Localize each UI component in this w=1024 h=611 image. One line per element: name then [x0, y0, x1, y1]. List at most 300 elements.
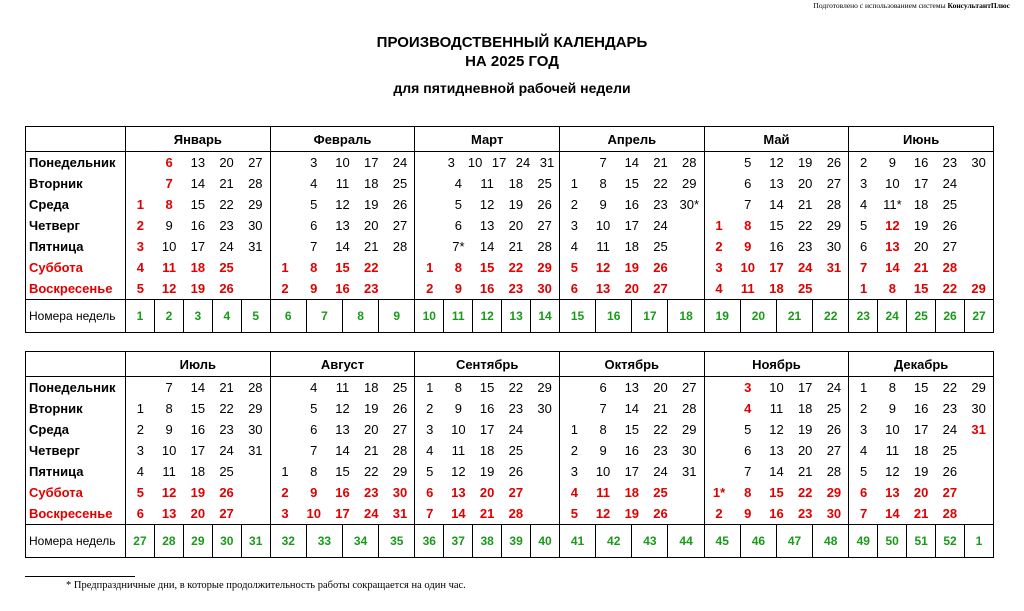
calendar-day: 17	[190, 239, 206, 254]
calendar-day: 26	[653, 260, 668, 275]
month-days	[704, 482, 849, 503]
calendar-day: 7	[310, 239, 318, 254]
month-days	[270, 440, 415, 461]
calendar-day: 6	[860, 239, 868, 254]
calendar-day: 31	[248, 239, 263, 254]
month-days	[415, 194, 560, 215]
calendar-day	[271, 197, 300, 212]
calendar-day: 17	[913, 176, 929, 191]
calendar-day	[705, 443, 734, 458]
calendar-day: 30	[392, 485, 408, 500]
month-days	[704, 152, 849, 174]
calendar-day: 4	[136, 260, 144, 275]
calendar-day: 15	[335, 260, 350, 275]
month-days	[270, 215, 415, 236]
calendar-day: 13	[624, 380, 640, 395]
calendar-day: 4	[570, 485, 578, 500]
calendar-day: 5	[310, 197, 318, 212]
month-days	[849, 278, 994, 300]
month-days	[559, 173, 704, 194]
calendar-day: 24	[363, 506, 379, 521]
calendar-day: 6	[570, 281, 578, 296]
week-number: 14	[530, 300, 559, 332]
month-days	[126, 419, 271, 440]
month-days	[849, 482, 994, 503]
month-days	[849, 461, 994, 482]
calendar-day: 27	[248, 155, 263, 170]
month-days	[559, 461, 704, 482]
calendar-day: 20	[363, 218, 379, 233]
week-number: 22	[812, 300, 848, 332]
calendar-day: 22	[508, 260, 524, 275]
calendar-day: 11	[480, 176, 494, 191]
calendar-day: 1	[570, 176, 578, 191]
calendar-day: 26	[942, 464, 958, 479]
calendar-day	[560, 380, 589, 395]
calendar-day: 2	[570, 197, 578, 212]
calendar-day: 22	[942, 380, 958, 395]
calendar-day: 30	[248, 218, 263, 233]
calendar-day: 28	[392, 239, 408, 254]
calendar-day: 7	[860, 506, 868, 521]
calendar-day: 6	[860, 485, 868, 500]
calendar-day: 8	[599, 422, 607, 437]
month-days	[415, 152, 560, 174]
month-days	[270, 194, 415, 215]
calendar-day: 24	[653, 464, 668, 479]
calendar-day: 17	[797, 380, 813, 395]
calendar-day	[241, 506, 270, 521]
calendar-day	[126, 380, 155, 395]
calendar-day: 25	[942, 197, 958, 212]
calendar-day: 21	[913, 506, 929, 521]
calendar-day: 29	[248, 197, 263, 212]
day-name: Суббота	[26, 257, 126, 278]
week-number: 31	[241, 525, 270, 557]
calendar-day	[530, 506, 559, 521]
calendar-day: 12	[885, 464, 900, 479]
calendar-day: 24	[797, 260, 813, 275]
calendar-day	[675, 506, 704, 521]
calendar-day: 18	[363, 176, 379, 191]
calendar-day: 19	[190, 281, 206, 296]
calendar-day: 20	[913, 485, 929, 500]
calendar-day	[271, 155, 300, 170]
month-days	[270, 257, 415, 278]
calendar-day	[386, 281, 415, 296]
week-number: 15	[570, 309, 585, 323]
calendar-day: 17	[624, 464, 640, 479]
calendar-day: 19	[624, 506, 640, 521]
calendar-day: 30	[826, 506, 842, 521]
calendar-day: 19	[363, 197, 379, 212]
week-numbers	[270, 525, 415, 558]
calendar-day: 25	[537, 176, 552, 191]
calendar-day: 17	[479, 422, 495, 437]
week-numbers	[849, 525, 994, 558]
calendar-day	[964, 197, 993, 212]
month-days	[126, 482, 271, 503]
month-days	[270, 236, 415, 257]
calendar-day: 4	[136, 464, 144, 479]
calendar-day: 3	[310, 155, 318, 170]
calendar-day: 20	[190, 506, 206, 521]
calendar-day: 15	[479, 260, 495, 275]
week-numbers	[849, 300, 994, 333]
calendar-day	[964, 506, 993, 521]
day-name: Четверг	[26, 215, 126, 236]
calendar-day: 19	[479, 464, 495, 479]
calendar-day: 31	[392, 506, 408, 521]
calendar-day: 23	[942, 401, 958, 416]
calendar-day	[675, 239, 704, 254]
week-number: 40	[530, 525, 559, 557]
calendar-day: 25	[508, 443, 524, 458]
week-numbers	[270, 300, 415, 333]
week-number: 25	[906, 300, 935, 332]
calendar-day: 30	[682, 443, 697, 458]
calendar-day: 25	[653, 485, 668, 500]
month-days	[126, 461, 271, 482]
month-days	[559, 215, 704, 236]
calendar-day: 5	[426, 464, 434, 479]
calendar-day: 10	[335, 155, 350, 170]
calendar-day: 8	[888, 380, 897, 395]
calendar-day: 31	[826, 260, 842, 275]
day-name: Среда	[26, 419, 126, 440]
calendar-day: 22	[363, 464, 379, 479]
calendar-day: 27	[508, 485, 524, 500]
week-numbers	[559, 525, 704, 558]
calendar-day: 1	[136, 401, 144, 416]
month-name: Декабрь	[849, 352, 994, 377]
month-name: Июнь	[849, 127, 994, 152]
calendar-day: 12	[451, 464, 466, 479]
calendar-day: 11	[769, 401, 784, 416]
calendar-day: 8	[165, 401, 173, 416]
month-days	[270, 377, 415, 399]
calendar-day: 10	[161, 239, 177, 254]
calendar-day: 21	[913, 260, 929, 275]
calendar-day: 6	[744, 176, 752, 191]
calendar-day: 27	[392, 218, 408, 233]
week-number: 38	[472, 525, 501, 557]
calendar-day: 12	[335, 197, 350, 212]
calendar-day: 10	[451, 422, 466, 437]
calendar-day: 2	[281, 281, 289, 296]
calendar-day	[530, 485, 559, 500]
week-number: 1	[964, 525, 993, 557]
weeks-label: Номера недель	[26, 525, 126, 558]
calendar-day: 23	[942, 155, 958, 170]
calendar-day: 12	[595, 506, 611, 521]
calendar-day	[241, 464, 270, 479]
calendar-day	[705, 422, 734, 437]
calendar-day: 25	[942, 443, 958, 458]
calendar-day: 10	[885, 176, 900, 191]
month-days	[704, 398, 849, 419]
calendar-day: 30	[826, 239, 842, 254]
month-days	[849, 152, 994, 174]
calendar-day	[530, 464, 559, 479]
calendar-day: 26	[826, 422, 842, 437]
week-number: 37	[443, 525, 472, 557]
calendar-day: 17	[624, 218, 640, 233]
calendar-day: 25	[219, 464, 234, 479]
week-number: 45	[715, 534, 729, 548]
calendar-day: 26	[392, 197, 408, 212]
calendar-day: 8	[165, 197, 173, 212]
calendar-day: 7	[599, 155, 607, 170]
calendar-day: 31	[248, 443, 263, 458]
week-number: 20	[740, 300, 776, 332]
month-days	[559, 257, 704, 278]
calendar-day: 26	[219, 485, 234, 500]
calendar-day: 24	[942, 176, 958, 191]
calendar-day: 5	[570, 260, 578, 275]
calendar-day: 28	[942, 506, 958, 521]
calendar-day: 1	[426, 380, 434, 395]
calendar-day: 8	[310, 260, 318, 275]
calendar-day	[271, 443, 300, 458]
calendar-day: 10	[595, 218, 611, 233]
calendar-day: 29	[826, 485, 842, 500]
week-number: 50	[877, 525, 906, 557]
week-number: 8	[342, 300, 378, 332]
calendar-day: 8	[310, 464, 318, 479]
calendar-day: 15	[769, 485, 784, 500]
calendar-day: 13	[451, 485, 466, 500]
calendar-day	[560, 155, 589, 170]
day-name: Четверг	[26, 440, 126, 461]
calendar-day: 9	[454, 281, 463, 296]
calendar-day	[964, 239, 993, 254]
calendar-day: 6	[136, 506, 144, 521]
calendar-day: 3	[281, 506, 289, 521]
calendar-day: 15	[190, 197, 206, 212]
calendar-day: 18	[624, 485, 640, 500]
month-days	[559, 503, 704, 525]
calendar-day: 22	[219, 197, 234, 212]
calendar-day: 21	[653, 155, 668, 170]
calendar-day: 28	[682, 155, 697, 170]
calendar-day: 3	[715, 260, 723, 275]
calendar-day: 22	[797, 218, 813, 233]
calendar-day: 31	[539, 155, 555, 170]
calendar-day: 25	[392, 176, 408, 191]
calendar-day: 28	[826, 197, 842, 212]
calendar-day	[415, 155, 439, 170]
calendar-day: 4	[744, 401, 752, 416]
calendar-day: 3	[860, 176, 868, 191]
calendar-day: 8	[454, 260, 463, 275]
month-days	[415, 440, 560, 461]
month-days	[126, 152, 271, 174]
week-numbers	[704, 525, 849, 558]
month-days	[559, 194, 704, 215]
month-days	[270, 278, 415, 300]
calendar-day: 4	[310, 380, 318, 395]
calendar-day: 15	[190, 401, 206, 416]
calendar-day: 2	[860, 401, 868, 416]
week-numbers	[704, 300, 849, 333]
calendar-day	[675, 260, 704, 275]
calendar-day: 29	[392, 464, 408, 479]
calendar-day: 2	[281, 485, 289, 500]
calendar-day: 23	[219, 218, 234, 233]
calendar-day: 3	[136, 239, 144, 254]
weeks-label: Номера недель	[26, 300, 126, 333]
calendar-day: 8	[888, 281, 897, 296]
calendar-day: 29	[826, 218, 842, 233]
calendar-day: 6	[165, 155, 173, 170]
month-name: Октябрь	[559, 352, 704, 377]
calendar-day: 14	[769, 464, 784, 479]
month-days	[849, 215, 994, 236]
calendar-day	[705, 401, 734, 416]
calendar-day: 14	[885, 260, 900, 275]
month-days	[415, 257, 560, 278]
calendar-day: 23	[363, 485, 379, 500]
calendar-day: 13	[335, 422, 350, 437]
calendar-day: 20	[479, 485, 495, 500]
month-name: Август	[270, 352, 415, 377]
week-number: 12	[472, 300, 501, 332]
week-number: 33	[306, 525, 342, 557]
week-number: 26	[935, 300, 964, 332]
calendar-day: 10	[595, 464, 611, 479]
calendar-day: 1	[860, 281, 868, 296]
calendar-day: 12	[769, 422, 784, 437]
month-days	[559, 398, 704, 419]
calendar-day: 31	[971, 422, 986, 437]
calendar-day	[705, 197, 734, 212]
calendar-day: 26	[392, 401, 408, 416]
calendar-day: 16	[769, 239, 784, 254]
calendar-day: 1	[281, 464, 289, 479]
month-name: Июль	[126, 352, 271, 377]
week-number: 7	[306, 300, 342, 332]
calendar-day	[271, 239, 300, 254]
calendar-day: 19	[363, 401, 379, 416]
week-number: 47	[776, 525, 812, 557]
calendar-day: 7	[165, 380, 173, 395]
calendar-day: 18	[769, 281, 784, 296]
calendar-day: 27	[942, 239, 958, 254]
calendar-day: 14	[885, 506, 900, 521]
month-days	[849, 419, 994, 440]
calendar-day: 14	[624, 401, 640, 416]
month-days	[849, 503, 994, 525]
calendar-day	[271, 218, 300, 233]
calendar-half-year-1	[25, 126, 994, 333]
month-days	[415, 215, 560, 236]
day-name: Вторник	[26, 398, 126, 419]
calendar-day: 29	[537, 380, 552, 395]
calendar-day: 11	[162, 260, 176, 275]
calendar-day: 15	[913, 281, 929, 296]
calendar-day: 17	[769, 260, 784, 275]
calendar-day: 18	[508, 176, 524, 191]
calendar-day: 13	[161, 506, 177, 521]
calendar-day: 21	[508, 239, 524, 254]
footnote-divider	[25, 576, 135, 577]
calendar-day: 12	[885, 218, 900, 233]
month-days	[849, 398, 994, 419]
calendar-day	[705, 155, 734, 170]
month-days	[126, 440, 271, 461]
calendar-day: 19	[913, 218, 929, 233]
calendar-day	[241, 485, 270, 500]
week-number: 5	[241, 300, 270, 332]
calendar-day: 20	[797, 176, 813, 191]
calendar-day: 29	[682, 176, 697, 191]
calendar-day: 5	[860, 218, 868, 233]
calendar-day: 31	[682, 464, 697, 479]
calendar-day: 11*	[883, 197, 902, 212]
calendar-day: 12	[595, 260, 611, 275]
calendar-day: 23	[219, 422, 234, 437]
calendar-day: 9	[165, 422, 173, 437]
month-name: Апрель	[559, 127, 704, 152]
calendar-day	[964, 443, 993, 458]
day-name: Суббота	[26, 482, 126, 503]
source-note: Подготовлено с использованием системы КонсультантПлюс	[813, 1, 1010, 10]
calendar-day	[271, 401, 300, 416]
calendar-day: 11	[162, 464, 176, 479]
week-number: 48	[812, 525, 848, 557]
calendar-day: 11	[335, 380, 350, 395]
calendar-day: 22	[942, 281, 958, 296]
calendar-day: 7	[165, 176, 173, 191]
calendar-day: 23	[508, 401, 524, 416]
calendar-day: 20	[797, 443, 813, 458]
calendar-day: 5	[454, 197, 463, 212]
calendar-day: 6	[426, 485, 434, 500]
calendar-day: 21	[479, 506, 495, 521]
calendar-day: 19	[913, 464, 929, 479]
calendar-day: 24	[826, 380, 842, 395]
calendar-day: 21	[363, 239, 379, 254]
calendar-day: 11	[451, 443, 466, 458]
calendar-day: 9	[454, 401, 463, 416]
calendar-day: 22	[653, 176, 668, 191]
month-name: Сентябрь	[415, 352, 560, 377]
calendar-day: 9	[165, 218, 173, 233]
calendar-day: 24	[219, 239, 234, 254]
calendar-day: 7	[860, 260, 868, 275]
calendar-day: 24	[219, 443, 234, 458]
calendar-day: 8	[454, 380, 463, 395]
calendar-day: 18	[913, 443, 929, 458]
calendar-day	[675, 485, 704, 500]
calendar-day: 16	[190, 218, 206, 233]
calendar-day: 3	[426, 422, 434, 437]
week-numbers	[415, 525, 560, 558]
month-days	[270, 503, 415, 525]
calendar-day: 29	[682, 422, 697, 437]
calendar-day	[820, 281, 849, 296]
calendar-day: 27	[826, 176, 842, 191]
month-days	[270, 482, 415, 503]
month-days	[704, 278, 849, 300]
calendar-day: 23	[797, 239, 813, 254]
month-days	[849, 257, 994, 278]
week-number: 51	[906, 525, 935, 557]
calendar-day: 6	[310, 218, 318, 233]
calendar-day: 26	[219, 281, 234, 296]
calendar-day: 23	[363, 281, 379, 296]
